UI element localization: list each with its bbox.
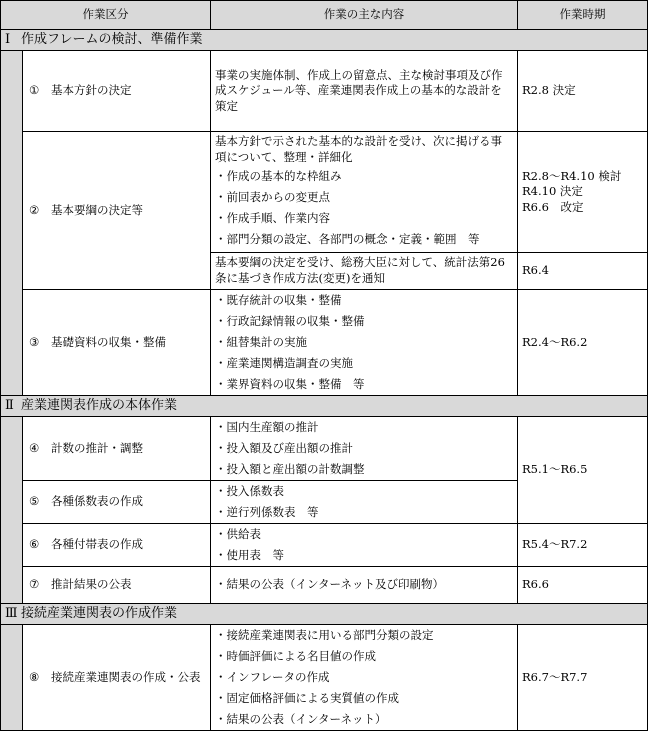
row-4-5-time: R5.1～R6.5: [518, 417, 648, 524]
row-2-time-2: R4.10 決定: [522, 184, 583, 199]
row-1-content: 事業の実施体制、作成上の留意点、主な検討事項及び作成スケジュール等、産業連関表作成上の基本的な設計を策定: [211, 51, 518, 132]
row-5-num: ⑤: [29, 494, 40, 509]
row-3-bullet: ・行政記録情報の収集・整備: [215, 314, 365, 328]
section-2-title: 産業連関表作成の本体作業: [21, 398, 178, 414]
row-3-label-cell: [23, 290, 211, 396]
row-2-intro: 基本方針で示された基本的な設計を受け、次に掲げる事項について、整理・詳細化: [215, 134, 503, 164]
row-2-time-cell: [518, 132, 648, 253]
row-6-num: ⑥: [29, 537, 40, 552]
row-3: [1, 290, 648, 396]
row-4: [1, 417, 648, 481]
row-3-num: ③: [29, 334, 40, 349]
row-3-label: 基礎資料の収集・整備: [51, 334, 166, 349]
section-2-title-cell: [1, 396, 648, 417]
row-2-time-1: R2.8～R4.10 検討: [522, 168, 622, 183]
section-3-roman: Ⅲ: [5, 606, 18, 622]
row-3-bullet: ・業界資料の収集・整備 等: [215, 377, 365, 391]
section-3-row: [1, 604, 648, 625]
row-6-label: 各種付帯表の作成: [51, 537, 143, 552]
row-2-bullet: ・作成の基本的な枠組み: [215, 168, 342, 183]
row-2-notice: 基本要綱の決定を受け、総務大臣に対して、統計法第26条に基づき作成方法(変更)を通知: [211, 253, 518, 290]
header-category: 作業区分: [1, 1, 211, 30]
header-row: [1, 1, 648, 30]
row-4-bullet: ・国内生産額の推計: [215, 420, 319, 434]
row-2-time-4: R6.4: [518, 253, 648, 290]
row-5-label: 各種係数表の作成: [51, 494, 143, 509]
row-8: [1, 625, 648, 731]
row-2-num: ②: [29, 202, 40, 217]
section-1-roman: Ⅰ: [5, 32, 11, 48]
row-6-content: [211, 524, 518, 567]
row-4-label: 計数の推計・調整: [51, 440, 143, 455]
row-8-num: ⑧: [29, 669, 40, 684]
row-8-label-cell: [23, 625, 211, 731]
row-8-bullet: ・時価評価による名目値の作成: [215, 649, 376, 663]
row-1-label-cell: [23, 51, 211, 132]
row-3-bullet: ・産業連関構造調査の実施: [215, 356, 353, 370]
row-4-label-cell: [23, 417, 211, 481]
section-3-title-cell: [1, 604, 648, 625]
row-7-label: 推計結果の公表: [51, 577, 132, 592]
row-6-time: R5.4～R7.2: [518, 524, 648, 567]
row-8-bullet: ・インフレータの作成: [215, 670, 330, 684]
section-1-title: 作成フレームの検討、準備作業: [21, 32, 203, 48]
row-5-content: [211, 481, 518, 524]
row-3-bullet: ・組替集計の実施: [215, 335, 307, 349]
row-6-bullet: ・供給表: [215, 527, 261, 541]
section-1-band: [1, 51, 23, 396]
row-8-bullet: ・接続産業連関表に用いる部門分類の設定: [215, 628, 434, 642]
row-8-bullet: ・結果の公表（インターネット）: [215, 712, 387, 726]
row-5-bullet: ・逆行列係数表 等: [215, 505, 319, 519]
row-2-time-3: R6.6 改定: [522, 199, 584, 214]
row-6-bullet: ・使用表 等: [215, 548, 284, 562]
row-8-bullet: ・固定価格評価による実質値の作成: [215, 691, 399, 705]
row-7-label-cell: [23, 567, 211, 604]
row-8-content: [211, 625, 518, 731]
row-3-bullet: ・既存統計の収集・整備: [215, 293, 342, 307]
row-2-label-cell: [23, 132, 211, 290]
row-2-bullet: ・部門分類の設定、各部門の概念・定義・範囲 等: [215, 231, 480, 246]
row-3-time: R2.4～R6.2: [518, 290, 648, 396]
row-8-time: R6.7～R7.7: [518, 625, 648, 731]
row-1-num: ①: [29, 83, 40, 98]
row-4-bullet: ・投入額及び産出額の推計: [215, 441, 353, 455]
row-2-bullet: ・作成手順、作業内容: [215, 210, 330, 225]
section-1-row: [1, 30, 648, 51]
header-content: 作業の主な内容: [211, 1, 518, 30]
row-2-label: 基本要綱の決定等: [51, 202, 143, 217]
row-6: [1, 524, 648, 567]
section-2-row: [1, 396, 648, 417]
row-1: [1, 51, 648, 132]
row-7-time: R6.6: [518, 567, 648, 604]
row-6-label-cell: [23, 524, 211, 567]
row-1-time: R2.8 決定: [518, 51, 648, 132]
section-2-band: [1, 417, 23, 604]
row-3-content: [211, 290, 518, 396]
row-5-bullet: ・投入係数表: [215, 484, 284, 498]
row-7-num: ⑦: [29, 577, 40, 592]
section-3-band: [1, 625, 23, 731]
row-7-content: ・結果の公表（インターネット及び印刷物）: [211, 567, 518, 604]
section-3-title: 接続産業連関表の作成作業: [21, 606, 178, 622]
row-1-label: 基本方針の決定: [51, 83, 132, 98]
row-5-label-cell: [23, 481, 211, 524]
section-2-roman: Ⅱ: [5, 398, 14, 414]
row-7: [1, 567, 648, 604]
header-timing: 作業時期: [518, 1, 648, 30]
row-4-bullet: ・投入額と産出額の計数調整: [215, 462, 365, 476]
row-8-label: 接続産業連関表の作成・公表: [51, 669, 201, 684]
row-4-content: [211, 417, 518, 481]
row-2a: [1, 132, 648, 253]
section-1-title-cell: [1, 30, 648, 51]
row-4-num: ④: [29, 440, 40, 455]
row-2-content: [211, 132, 518, 253]
row-2-bullet: ・前回表からの変更点: [215, 189, 330, 204]
